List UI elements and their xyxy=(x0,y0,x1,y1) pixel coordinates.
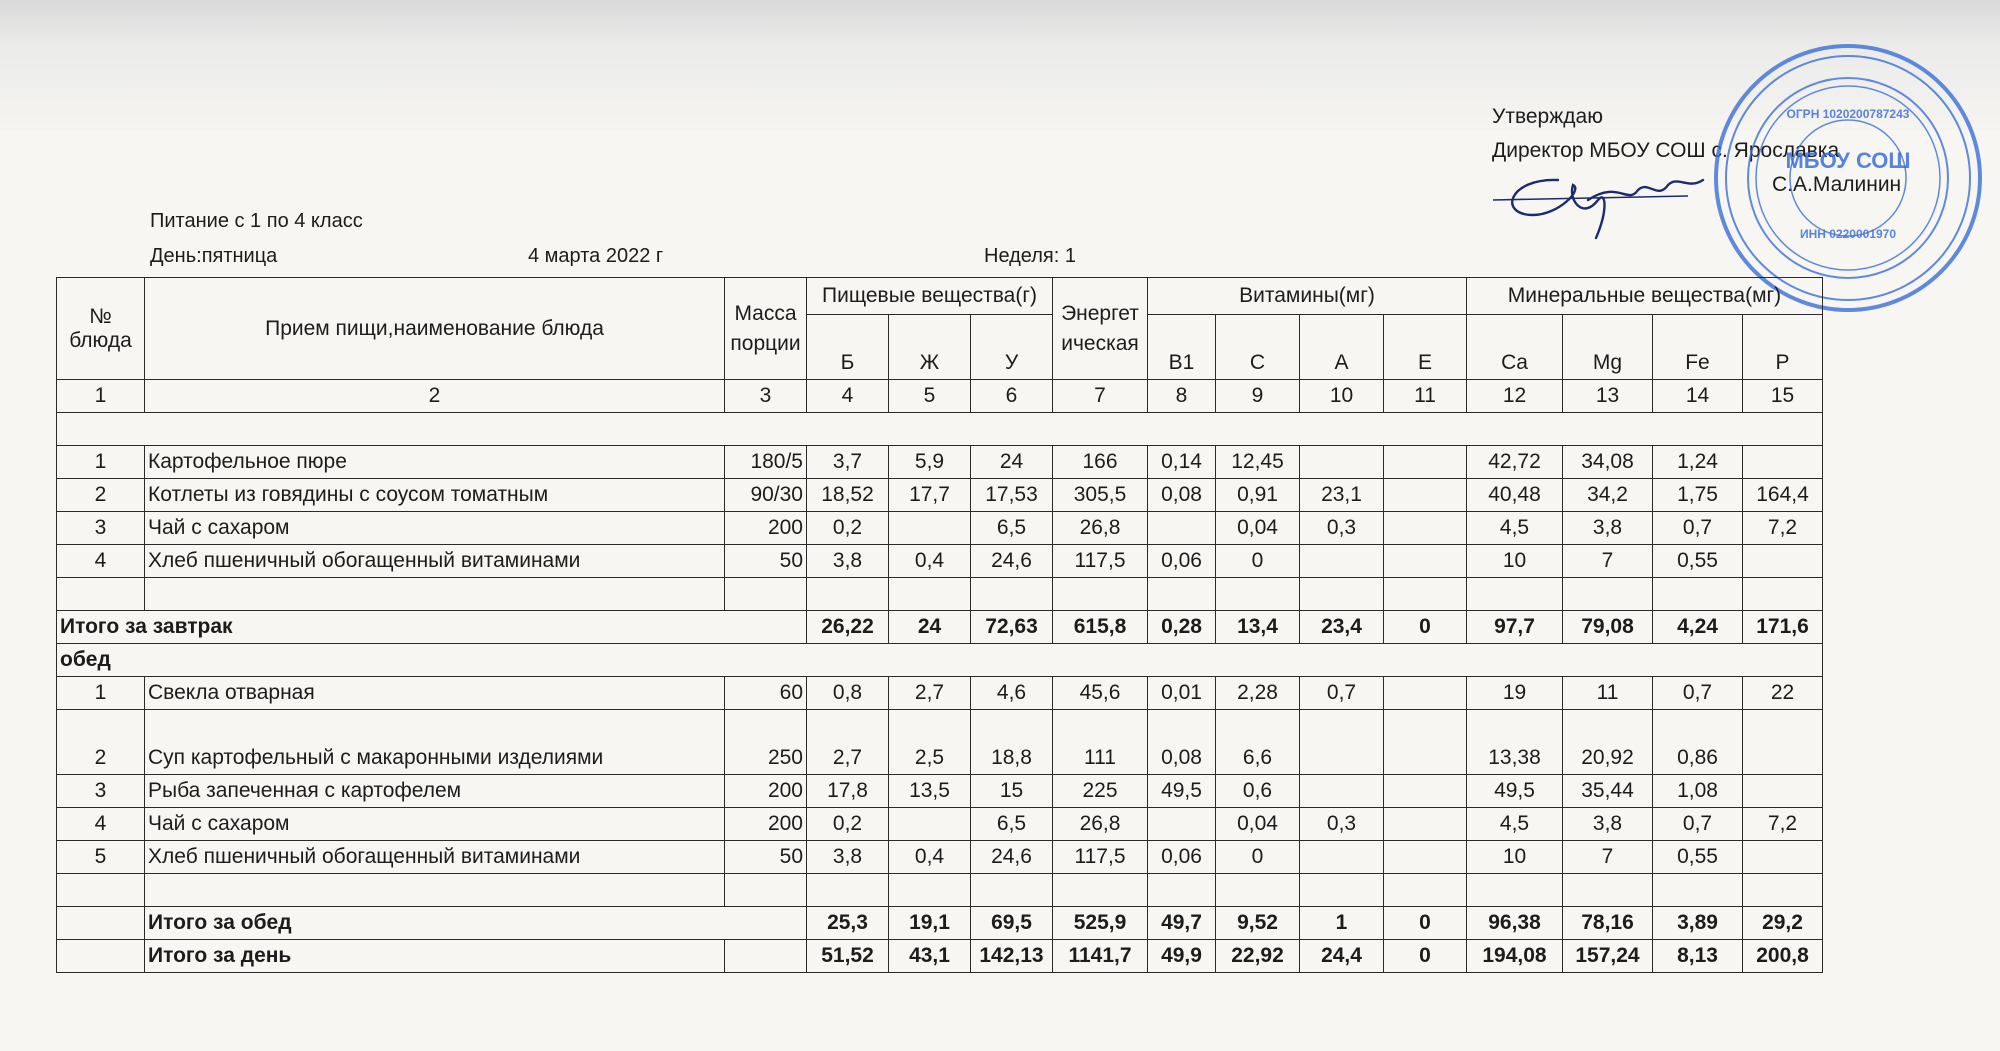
dish-ca: 4,5 xyxy=(1467,808,1563,841)
dish-mass: 200 xyxy=(725,808,807,841)
dish-b1: 49,5 xyxy=(1148,775,1216,808)
dish-ca: 19 xyxy=(1467,677,1563,710)
dish-zh: 0,4 xyxy=(889,545,971,578)
week-label: Неделя: 1 xyxy=(984,245,1076,267)
total-energy: 525,9 xyxy=(1053,907,1148,940)
empty-cell xyxy=(145,874,725,907)
dish-b: 0,2 xyxy=(807,512,889,545)
dish-name: Рыба запеченная с картофелем xyxy=(145,775,725,808)
director-signature xyxy=(1488,160,1718,240)
dish-p xyxy=(1743,841,1823,874)
dish-e xyxy=(1384,512,1467,545)
total-label: Итого за завтрак xyxy=(57,611,807,644)
dish-c: 12,45 xyxy=(1216,446,1300,479)
dish-p: 22 xyxy=(1743,677,1823,710)
total-b1: 0,28 xyxy=(1148,611,1216,644)
dish-energy: 117,5 xyxy=(1053,545,1148,578)
total-label: Итого за день xyxy=(145,940,725,973)
dish-a xyxy=(1300,710,1384,775)
total-zh: 24 xyxy=(889,611,971,644)
dish-name: Суп картофельный с макаронными изделиями xyxy=(145,710,725,775)
column-number: 10 xyxy=(1300,380,1384,413)
dish-name: Чай с сахаром xyxy=(145,808,725,841)
dish-mg: 3,8 xyxy=(1563,808,1653,841)
dish-zh: 2,7 xyxy=(889,677,971,710)
dish-a: 0,7 xyxy=(1300,677,1384,710)
dish-c: 0,04 xyxy=(1216,808,1300,841)
dish-energy: 166 xyxy=(1053,446,1148,479)
dish-fe: 0,86 xyxy=(1653,710,1743,775)
dish-number: 4 xyxy=(57,545,145,578)
menu-table xyxy=(56,277,1823,973)
dish-row xyxy=(57,446,1823,479)
dish-ca: 13,38 xyxy=(1467,710,1563,775)
total-fe: 8,13 xyxy=(1653,940,1743,973)
dish-mass: 200 xyxy=(725,512,807,545)
dish-name: Свекла отварная xyxy=(145,677,725,710)
empty-cell xyxy=(1384,874,1467,907)
total-energy: 1141,7 xyxy=(1053,940,1148,973)
stamp-center: МБОУ СОШ xyxy=(1785,148,1911,173)
empty-cell xyxy=(725,578,807,611)
stamp-ogrn: ОГРН 1020200787243 xyxy=(1786,107,1910,121)
column-number: 3 xyxy=(725,380,807,413)
col-header-e: Е xyxy=(1384,315,1467,380)
dish-u: 24,6 xyxy=(971,545,1053,578)
column-number: 6 xyxy=(971,380,1053,413)
column-number: 1 xyxy=(57,380,145,413)
column-number: 8 xyxy=(1148,380,1216,413)
dish-zh xyxy=(889,512,971,545)
empty-cell xyxy=(1216,578,1300,611)
dish-a xyxy=(1300,775,1384,808)
empty-cell xyxy=(1467,578,1563,611)
col-header-zh: Ж xyxy=(889,315,971,380)
day-total-row xyxy=(57,940,1823,973)
stamp-inn: ИНН 0220001970 xyxy=(1799,227,1897,241)
dish-p xyxy=(1743,446,1823,479)
empty-cell xyxy=(57,907,145,940)
total-ca: 194,08 xyxy=(1467,940,1563,973)
empty-cell xyxy=(807,874,889,907)
col-header-a: А xyxy=(1300,315,1384,380)
lunch-heading: обед xyxy=(57,644,1823,677)
spacer-row xyxy=(57,413,1823,446)
col-header-nutrients: Пищевые вещества(г) xyxy=(807,278,1053,315)
empty-cell xyxy=(57,940,145,973)
dish-row xyxy=(57,545,1823,578)
total-a: 1 xyxy=(1300,907,1384,940)
total-zh: 43,1 xyxy=(889,940,971,973)
empty-cell xyxy=(1653,874,1743,907)
empty-cell xyxy=(807,578,889,611)
spacer-cell xyxy=(57,413,1823,446)
column-number: 11 xyxy=(1384,380,1467,413)
empty-cell xyxy=(725,874,807,907)
dish-ca: 10 xyxy=(1467,545,1563,578)
dish-energy: 26,8 xyxy=(1053,512,1148,545)
total-mg: 78,16 xyxy=(1563,907,1653,940)
approval-line3: С.А.Малинин xyxy=(1772,173,1902,196)
dish-energy: 111 xyxy=(1053,710,1148,775)
dish-u: 18,8 xyxy=(971,710,1053,775)
dish-p xyxy=(1743,545,1823,578)
dish-mg: 7 xyxy=(1563,545,1653,578)
dish-zh: 5,9 xyxy=(889,446,971,479)
dish-mass: 90/30 xyxy=(725,479,807,512)
dish-fe: 1,08 xyxy=(1653,775,1743,808)
dish-number: 1 xyxy=(57,677,145,710)
dish-b: 3,7 xyxy=(807,446,889,479)
dish-name: Хлеб пшеничный обогащенный витаминами xyxy=(145,545,725,578)
column-number: 15 xyxy=(1743,380,1823,413)
col-header-mg: Mg xyxy=(1563,315,1653,380)
approval-line1: Утверждаю xyxy=(1492,105,1603,128)
empty-cell xyxy=(725,940,807,973)
empty-cell xyxy=(1563,578,1653,611)
dish-e xyxy=(1384,710,1467,775)
dish-ca: 49,5 xyxy=(1467,775,1563,808)
empty-cell xyxy=(1563,874,1653,907)
dish-p xyxy=(1743,775,1823,808)
dish-b: 17,8 xyxy=(807,775,889,808)
total-u: 72,63 xyxy=(971,611,1053,644)
dish-zh: 0,4 xyxy=(889,841,971,874)
dish-b: 2,7 xyxy=(807,710,889,775)
dish-b1 xyxy=(1148,512,1216,545)
total-e: 0 xyxy=(1384,907,1467,940)
col-header-b: Б xyxy=(807,315,889,380)
column-number: 7 xyxy=(1053,380,1148,413)
dish-u: 24,6 xyxy=(971,841,1053,874)
lunch-section xyxy=(57,677,1823,874)
total-a: 23,4 xyxy=(1300,611,1384,644)
empty-cell xyxy=(1653,578,1743,611)
dish-p xyxy=(1743,710,1823,775)
dish-row xyxy=(57,841,1823,874)
dish-mg: 34,2 xyxy=(1563,479,1653,512)
dish-e xyxy=(1384,446,1467,479)
col-header-ca: Ca xyxy=(1467,315,1563,380)
col-header-p: P xyxy=(1743,315,1823,380)
dish-mass: 60 xyxy=(725,677,807,710)
dish-energy: 26,8 xyxy=(1053,808,1148,841)
dish-name: Чай с сахаром xyxy=(145,512,725,545)
dish-a xyxy=(1300,545,1384,578)
day-label: День:пятница xyxy=(150,245,278,267)
dish-c: 6,6 xyxy=(1216,710,1300,775)
dish-energy: 305,5 xyxy=(1053,479,1148,512)
empty-cell xyxy=(145,578,725,611)
dish-u: 4,6 xyxy=(971,677,1053,710)
dish-zh: 17,7 xyxy=(889,479,971,512)
dish-number: 5 xyxy=(57,841,145,874)
empty-cell xyxy=(57,578,145,611)
dish-mg: 34,08 xyxy=(1563,446,1653,479)
empty-cell xyxy=(1216,874,1300,907)
total-a: 24,4 xyxy=(1300,940,1384,973)
empty-cell xyxy=(1053,874,1148,907)
dish-number: 3 xyxy=(57,512,145,545)
empty-cell xyxy=(1467,874,1563,907)
total-energy: 615,8 xyxy=(1053,611,1148,644)
column-number: 13 xyxy=(1563,380,1653,413)
lunch-heading-row xyxy=(57,644,1823,677)
total-e: 0 xyxy=(1384,940,1467,973)
dish-u: 6,5 xyxy=(971,808,1053,841)
dish-mg: 7 xyxy=(1563,841,1653,874)
dish-row xyxy=(57,710,1823,775)
dish-mass: 50 xyxy=(725,841,807,874)
column-number-row xyxy=(57,380,1823,413)
empty-cell xyxy=(1148,874,1216,907)
total-p: 29,2 xyxy=(1743,907,1823,940)
dish-fe: 1,24 xyxy=(1653,446,1743,479)
empty-cell xyxy=(1743,578,1823,611)
dish-a xyxy=(1300,446,1384,479)
dish-b: 18,52 xyxy=(807,479,889,512)
dish-u: 15 xyxy=(971,775,1053,808)
total-c: 13,4 xyxy=(1216,611,1300,644)
dish-p: 7,2 xyxy=(1743,512,1823,545)
column-number: 5 xyxy=(889,380,971,413)
col-header-name: Прием пищи,наименование блюда xyxy=(145,278,725,380)
dish-row xyxy=(57,512,1823,545)
empty-cell xyxy=(57,874,145,907)
dish-number: 1 xyxy=(57,446,145,479)
dish-a: 0,3 xyxy=(1300,808,1384,841)
col-header-num: № блюда xyxy=(57,278,145,380)
total-c: 9,52 xyxy=(1216,907,1300,940)
dish-u: 17,53 xyxy=(971,479,1053,512)
dish-b1 xyxy=(1148,808,1216,841)
dish-number: 4 xyxy=(57,808,145,841)
dish-energy: 225 xyxy=(1053,775,1148,808)
total-u: 69,5 xyxy=(971,907,1053,940)
empty-cell xyxy=(1743,874,1823,907)
dish-c: 2,28 xyxy=(1216,677,1300,710)
dish-e xyxy=(1384,841,1467,874)
dish-e xyxy=(1384,677,1467,710)
col-header-c: С xyxy=(1216,315,1300,380)
lunch-total-row xyxy=(57,907,1823,940)
total-fe: 3,89 xyxy=(1653,907,1743,940)
dish-a: 23,1 xyxy=(1300,479,1384,512)
total-mg: 79,08 xyxy=(1563,611,1653,644)
dish-mg: 35,44 xyxy=(1563,775,1653,808)
dish-ca: 42,72 xyxy=(1467,446,1563,479)
dish-b: 0,2 xyxy=(807,808,889,841)
page-title: Питание с 1 по 4 класс xyxy=(150,210,363,232)
col-header-vitamins: Витамины(мг) xyxy=(1148,278,1467,315)
col-header-mass: Масса порции xyxy=(725,278,807,380)
total-b1: 49,9 xyxy=(1148,940,1216,973)
empty-cell xyxy=(971,874,1053,907)
dish-row xyxy=(57,677,1823,710)
total-zh: 19,1 xyxy=(889,907,971,940)
dish-e xyxy=(1384,775,1467,808)
dish-fe: 0,7 xyxy=(1653,808,1743,841)
col-header-minerals: Минеральные вещества(мг) xyxy=(1467,278,1823,315)
dish-c: 0,91 xyxy=(1216,479,1300,512)
dish-e xyxy=(1384,808,1467,841)
dish-mg: 20,92 xyxy=(1563,710,1653,775)
dish-ca: 40,48 xyxy=(1467,479,1563,512)
dish-fe: 0,55 xyxy=(1653,545,1743,578)
column-number: 2 xyxy=(145,380,725,413)
empty-row xyxy=(57,874,1823,907)
dish-p: 164,4 xyxy=(1743,479,1823,512)
dish-b: 3,8 xyxy=(807,841,889,874)
dish-e xyxy=(1384,479,1467,512)
dish-number: 2 xyxy=(57,710,145,775)
total-mg: 157,24 xyxy=(1563,940,1653,973)
dish-b1: 0,01 xyxy=(1148,677,1216,710)
col-header-b1: В1 xyxy=(1148,315,1216,380)
dish-fe: 0,55 xyxy=(1653,841,1743,874)
dish-mass: 200 xyxy=(725,775,807,808)
dish-e xyxy=(1384,545,1467,578)
total-ca: 96,38 xyxy=(1467,907,1563,940)
dish-mg: 3,8 xyxy=(1563,512,1653,545)
dish-name: Котлеты из говядины с соусом томатным xyxy=(145,479,725,512)
total-b: 26,22 xyxy=(807,611,889,644)
dish-fe: 0,7 xyxy=(1653,677,1743,710)
dish-name: Хлеб пшеничный обогащенный витаминами xyxy=(145,841,725,874)
dish-c: 0,04 xyxy=(1216,512,1300,545)
column-number: 4 xyxy=(807,380,889,413)
dish-ca: 10 xyxy=(1467,841,1563,874)
column-number: 9 xyxy=(1216,380,1300,413)
dish-mass: 250 xyxy=(725,710,807,775)
dish-b1: 0,08 xyxy=(1148,710,1216,775)
total-b1: 49,7 xyxy=(1148,907,1216,940)
date-label: 4 марта 2022 г xyxy=(528,245,664,267)
total-p: 200,8 xyxy=(1743,940,1823,973)
dish-b1: 0,06 xyxy=(1148,545,1216,578)
dish-energy: 45,6 xyxy=(1053,677,1148,710)
dish-fe: 0,7 xyxy=(1653,512,1743,545)
breakfast-section xyxy=(57,446,1823,578)
total-u: 142,13 xyxy=(971,940,1053,973)
dish-c: 0 xyxy=(1216,545,1300,578)
col-header-u: У xyxy=(971,315,1053,380)
empty-cell xyxy=(1148,578,1216,611)
total-p: 171,6 xyxy=(1743,611,1823,644)
total-b: 25,3 xyxy=(807,907,889,940)
empty-cell xyxy=(1300,874,1384,907)
column-number: 12 xyxy=(1467,380,1563,413)
dish-u: 24 xyxy=(971,446,1053,479)
empty-cell xyxy=(889,578,971,611)
col-header-energy: Энергетическая xyxy=(1053,278,1148,380)
dish-name: Картофельное пюре xyxy=(145,446,725,479)
dish-mass: 180/5 xyxy=(725,446,807,479)
dish-number: 2 xyxy=(57,479,145,512)
dish-row xyxy=(57,479,1823,512)
dish-energy: 117,5 xyxy=(1053,841,1148,874)
dish-c: 0,6 xyxy=(1216,775,1300,808)
empty-row xyxy=(57,578,1823,611)
dish-mg: 11 xyxy=(1563,677,1653,710)
dish-b1: 0,06 xyxy=(1148,841,1216,874)
dish-a xyxy=(1300,841,1384,874)
dish-b1: 0,08 xyxy=(1148,479,1216,512)
dish-p: 7,2 xyxy=(1743,808,1823,841)
dish-b: 0,8 xyxy=(807,677,889,710)
empty-cell xyxy=(889,874,971,907)
total-e: 0 xyxy=(1384,611,1467,644)
breakfast-total-row xyxy=(57,611,1823,644)
official-stamp xyxy=(1688,38,2000,318)
dish-fe: 1,75 xyxy=(1653,479,1743,512)
total-ca: 97,7 xyxy=(1467,611,1563,644)
total-label: Итого за обед xyxy=(145,907,807,940)
dish-mass: 50 xyxy=(725,545,807,578)
total-b: 51,52 xyxy=(807,940,889,973)
empty-cell xyxy=(1384,578,1467,611)
dish-u: 6,5 xyxy=(971,512,1053,545)
dish-number: 3 xyxy=(57,775,145,808)
dish-c: 0 xyxy=(1216,841,1300,874)
empty-cell xyxy=(1053,578,1148,611)
dish-a: 0,3 xyxy=(1300,512,1384,545)
dish-row xyxy=(57,808,1823,841)
dish-row xyxy=(57,775,1823,808)
dish-zh: 13,5 xyxy=(889,775,971,808)
total-fe: 4,24 xyxy=(1653,611,1743,644)
col-header-fe: Fe xyxy=(1653,315,1743,380)
dish-ca: 4,5 xyxy=(1467,512,1563,545)
empty-cell xyxy=(971,578,1053,611)
dish-b: 3,8 xyxy=(807,545,889,578)
total-c: 22,92 xyxy=(1216,940,1300,973)
dish-zh: 2,5 xyxy=(889,710,971,775)
dish-zh xyxy=(889,808,971,841)
dish-b1: 0,14 xyxy=(1148,446,1216,479)
column-number: 14 xyxy=(1653,380,1743,413)
approval-line2: Директор МБОУ СОШ с. Ярославка xyxy=(1492,139,1840,162)
empty-cell xyxy=(1300,578,1384,611)
